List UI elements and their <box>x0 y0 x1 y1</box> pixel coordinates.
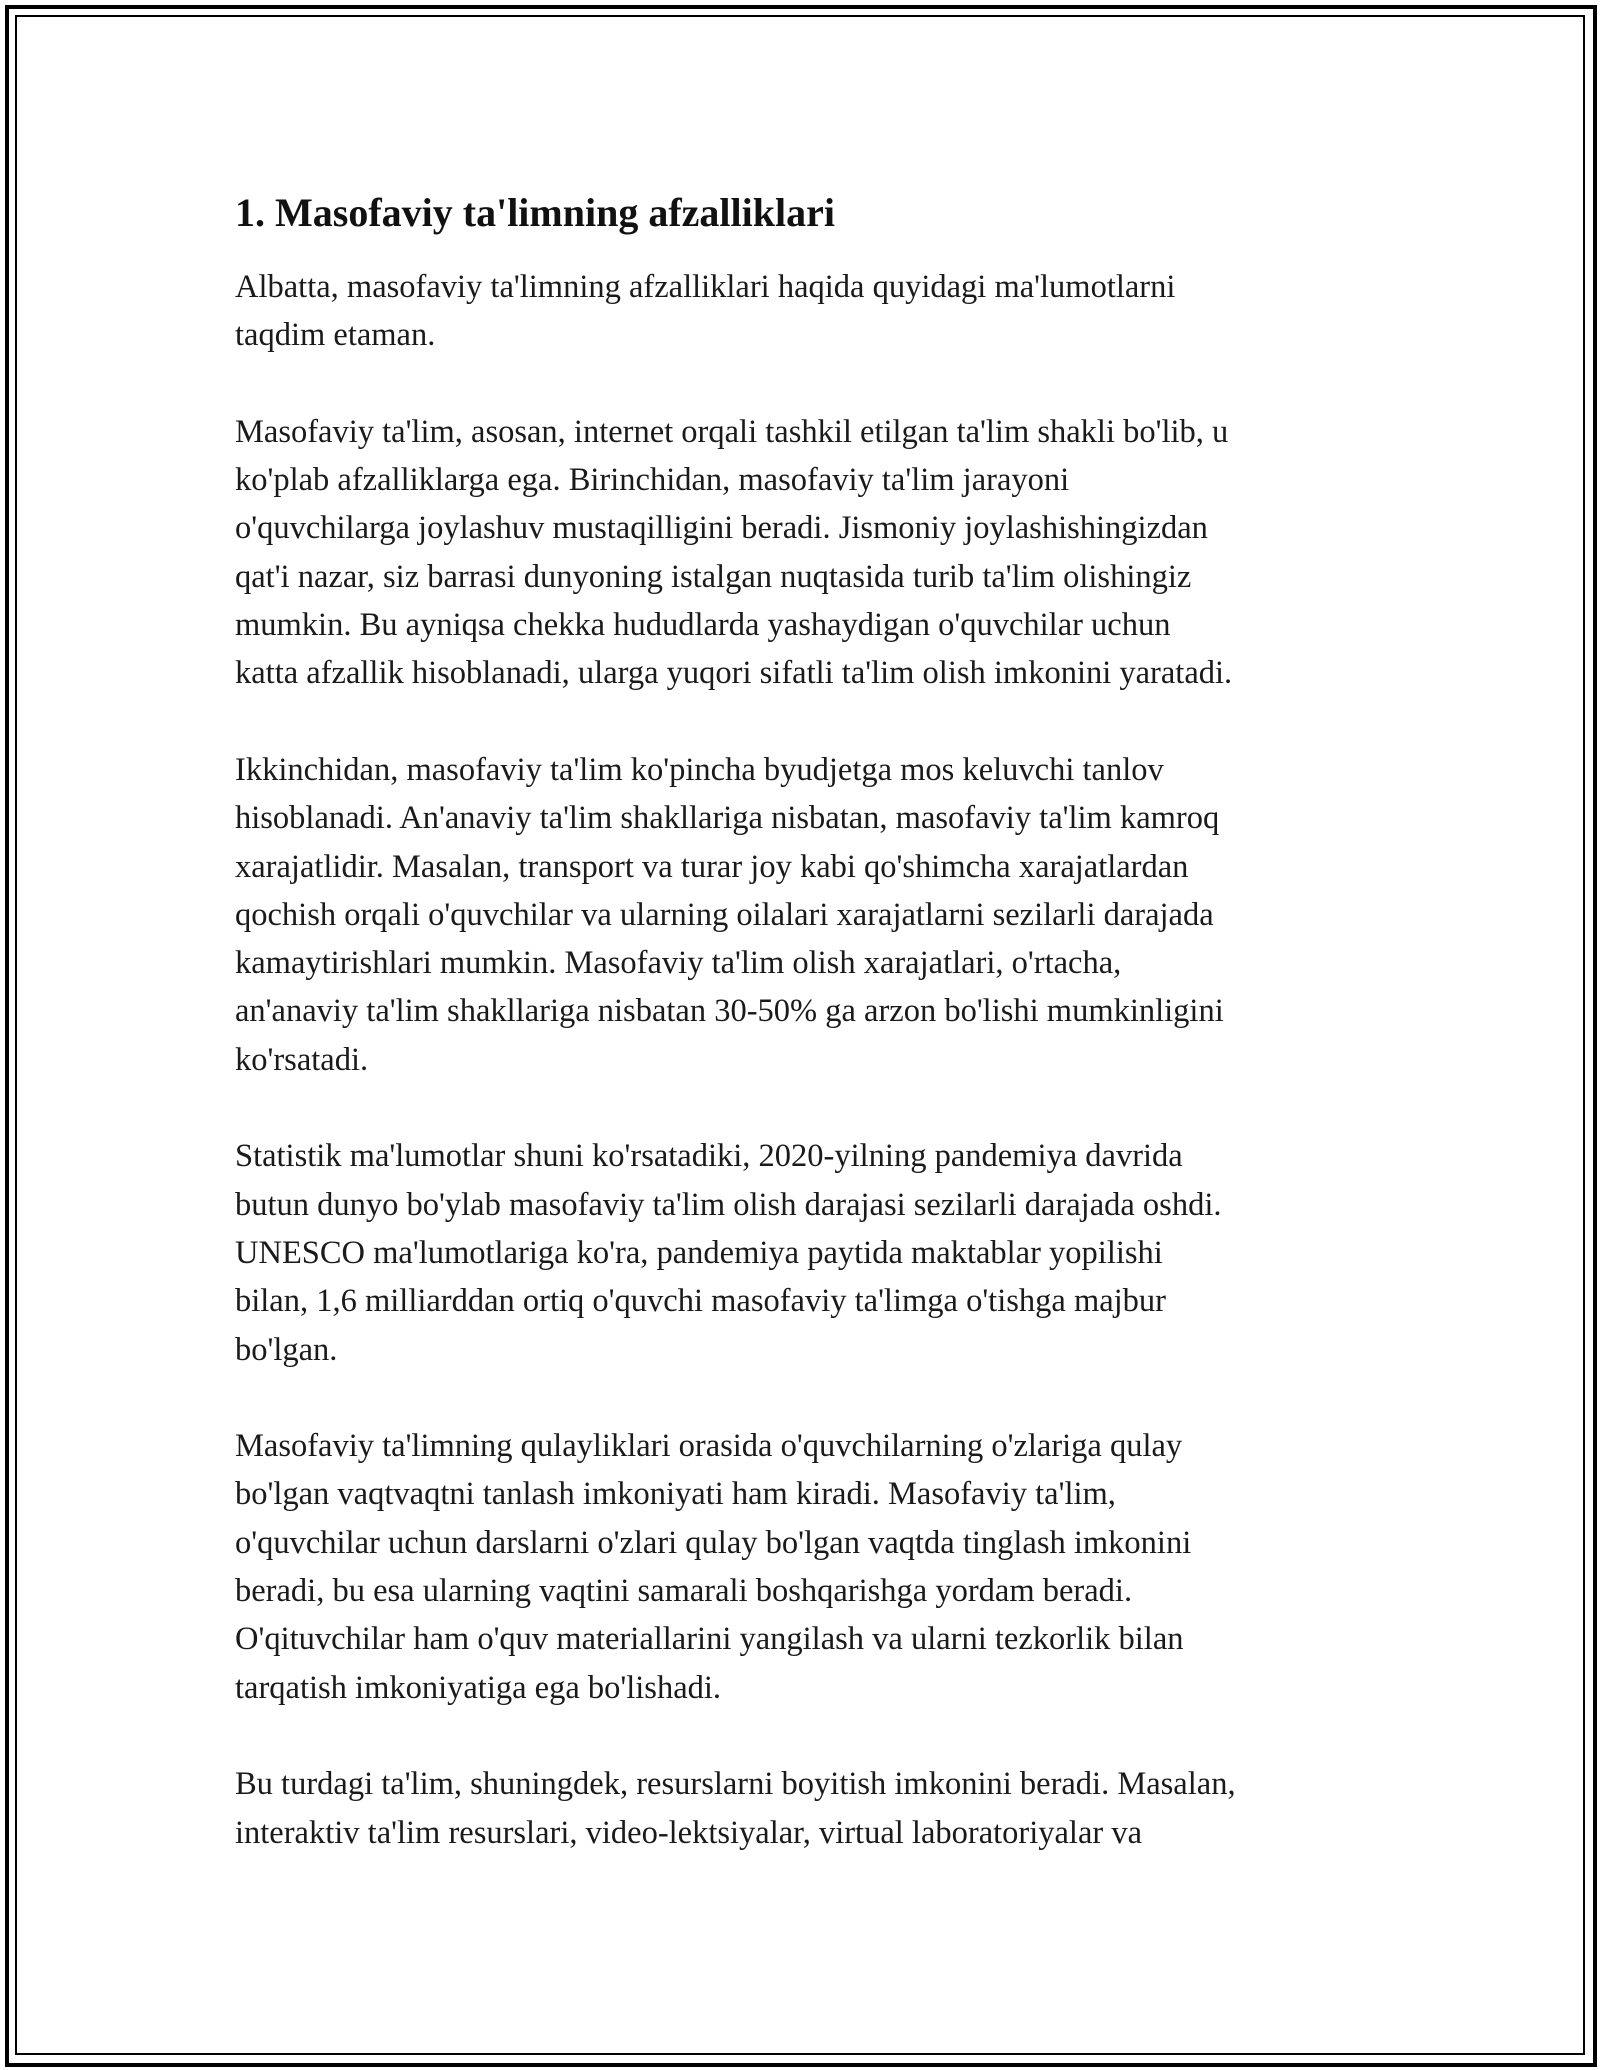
text-line: tarqatish imkoniyatiga ega bo'lishadi. <box>235 1669 722 1706</box>
paragraph-2 <box>235 408 1375 698</box>
paragraph-4 <box>235 1132 1375 1373</box>
text-line: Albatta, masofaviy ta'limning afzalliklari haqida quyidagi ma'lumotlarni <box>235 269 1176 305</box>
text-line: taqdim etaman. <box>235 317 436 354</box>
text-line: butun dunyo bo'ylab masofaviy ta'lim olish darajasi sezilarli darajada oshdi. <box>235 1186 1222 1223</box>
text-line: Ikkinchidan, masofaviy ta'lim ko'pincha byudjetga mos keluvchi tanlov <box>235 751 1164 788</box>
paragraph-1 <box>235 263 1375 360</box>
text-line: UNESCO ma'lumotlariga ko'ra, pandemiya paytida maktablar yopilishi <box>235 1234 1163 1271</box>
text-line: o'quvchilarga joylashuv mustaqilligini beradi. Jismoniy joylashishingizdan <box>235 510 1208 547</box>
text-line: interaktiv ta'lim resurslari, video-lektsiyalar, virtual laboratoriyalar va <box>235 1814 1143 1851</box>
text-line: Masofaviy ta'lim, asosan, internet orqali tashkil etilgan ta'lim shakli bo'lib, u <box>235 413 1229 450</box>
text-line: bo'lgan vaqtvaqtni tanlash imkoniyati ham kiradi. Masofaviy ta'lim, <box>235 1476 1116 1513</box>
paragraph-6 <box>235 1760 1375 1857</box>
section-heading: 1. Masofaviy ta'limning afzalliklari <box>235 190 835 235</box>
text-line: Bu turdagi ta'lim, shuningdek, resurslarni boyitish imkonini beradi. Masalan, <box>235 1766 1236 1803</box>
text-line: ko'plab afzalliklarga ega. Birinchidan, masofaviy ta'lim jarayoni <box>235 462 1070 499</box>
paragraph-3 <box>235 746 1375 1084</box>
paragraph-5 <box>235 1422 1375 1712</box>
text-line: an'anaviy ta'lim shakllariga nisbatan 30-50% ga arzon bo'lishi mumkinligini <box>235 993 1224 1030</box>
text-line: bo'lgan. <box>235 1331 338 1368</box>
text-line: qat'i nazar, siz barrasi dunyoning istalgan nuqtasida turib ta'lim olishingiz <box>235 558 1192 595</box>
text-line: Statistik ma'lumotlar shuni ko'rsatadiki, 2020-yilning pandemiya davrida <box>235 1138 1183 1175</box>
text-line: xarajatlidir. Masalan, transport va turar joy kabi qo'shimcha xarajatlardan <box>235 848 1189 885</box>
text-line: Masofaviy ta'limning qulayliklari orasida o'quvchilarning o'zlariga qulay <box>235 1428 1183 1465</box>
text-line: hisoblanadi. An'anaviy ta'lim shakllariga nisbatan, masofaviy ta'lim kamroq <box>235 800 1220 837</box>
text-line: o'quvchilar uchun darslarni o'zlari qulay bo'lgan vaqtda tinglash imkonini <box>235 1524 1192 1561</box>
text-line: bilan, 1,6 milliarddan ortiq o'quvchi masofaviy ta'limga o'tishga majbur <box>235 1283 1166 1320</box>
text-line: kamaytirishlari mumkin. Masofaviy ta'lim olish xarajatlari, o'rtacha, <box>235 945 1122 982</box>
text-line: mumkin. Bu ayniqsa chekka hududlarda yashaydigan o'quvchilar uchun <box>235 607 1171 644</box>
text-line: O'qituvchilar ham o'quv materiallarini yangilash va ularni tezkorlik bilan <box>235 1621 1184 1658</box>
document-body <box>235 185 1375 1905</box>
text-line: beradi, bu esa ularning vaqtini samarali boshqarishga yordam beradi. <box>235 1573 1133 1610</box>
text-line: ko'rsatadi. <box>235 1041 369 1078</box>
text-line: qochish orqali o'quvchilar va ularning oilalari xarajatlarni sezilarli darajada <box>235 896 1214 933</box>
text-line: katta afzallik hisoblanadi, ularga yuqori sifatli ta'lim olish imkonini yaratadi. <box>235 655 1233 692</box>
